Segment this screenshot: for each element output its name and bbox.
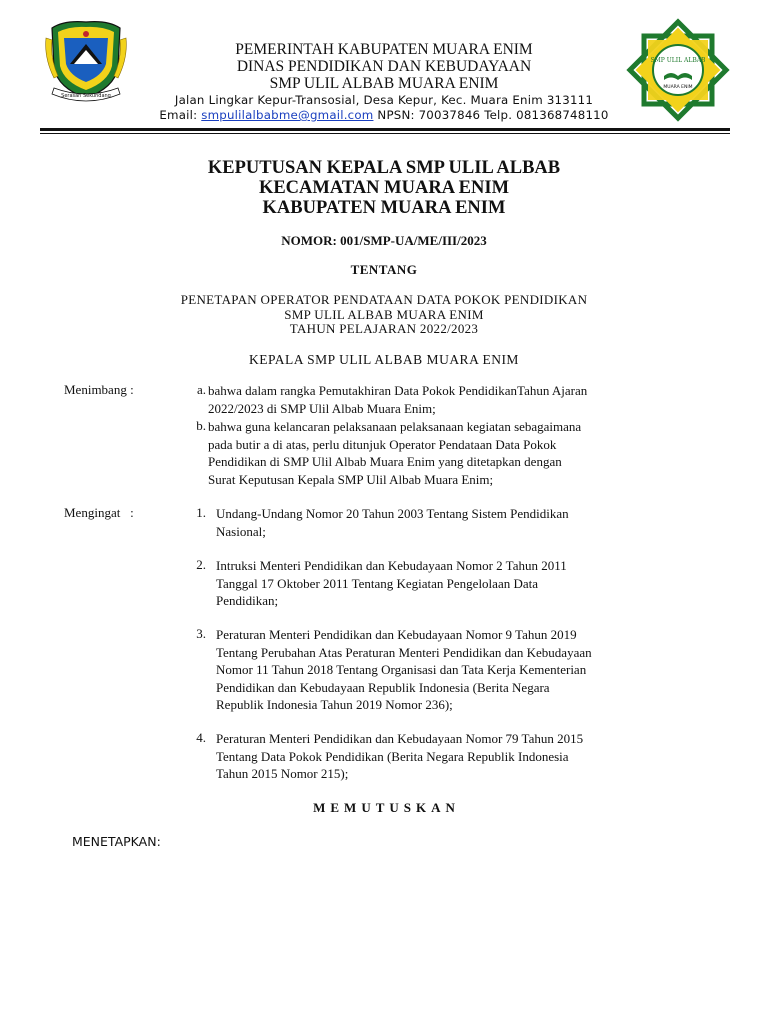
text-line: Pendidikan dan Kebudayaan Republik Indonesia (Berita Negara	[216, 679, 550, 695]
mengingat-item-4	[216, 730, 660, 783]
subject-line-3: TAHUN PELAJARAN 2022/2023	[289, 321, 479, 336]
emblem-text: SMP ULIL ALBAB	[650, 57, 706, 64]
tentang-heading: TENTANG	[350, 262, 418, 277]
email-link[interactable]: smpulilalbabme@gmail.com	[201, 108, 374, 122]
menimbang-label: Menimbang :	[64, 382, 134, 397]
text-line: 2022/2023 di SMP Ulil Albab Muara Enim;	[208, 400, 436, 416]
text-line: Nasional;	[216, 523, 266, 539]
subject-line-2: SMP ULIL ALBAB MUARA ENIM	[284, 306, 484, 322]
npsn-phone: NPSN: 70037846 Telp. 081368748110	[377, 108, 609, 122]
text-line: Peraturan Menteri Pendidikan dan Kebudayaan Nomor 79 Tahun 2015	[216, 731, 584, 746]
text-line: Tanggal 17 Oktober 2011 Tentang Kegiatan Pengelolaan Data	[216, 575, 538, 591]
mengingat-label: Mengingat :	[64, 505, 134, 520]
decree-title-line-3: KABUPATEN MUARA ENIM	[262, 198, 506, 218]
menimbang-mark-a: a.	[196, 382, 206, 397]
letterhead-line-3: SMP ULIL ALBAB MUARA ENIM	[269, 75, 499, 92]
text-line: Pendidikan;	[216, 593, 279, 609]
text-line: Pendidikan di SMP Ulil Albab Muara Enim yang ditetapkan dengan	[208, 454, 562, 470]
text-line: Surat Keputusan Kepala SMP Ulil Albab Muara Enim;	[208, 471, 494, 487]
menimbang-mark-b: b.	[196, 418, 206, 433]
mengingat-mark-1: 1.	[196, 505, 206, 520]
text-line: Tentang Perubahan Atas Peraturan Menteri Pendidikan dan Kebudayaan	[216, 644, 592, 660]
decree-title-line-2: KECAMATAN MUARA ENIM	[258, 178, 510, 198]
menetapkan-label: MENETAPKAN:	[72, 834, 161, 849]
text-line: Tahun 2015 Nomor 215);	[216, 766, 349, 782]
text-line: Republik Indonesia Tahun 2019 Nomor 236);	[216, 697, 453, 713]
mengingat-mark-3: 3.	[196, 626, 206, 641]
menimbang-item-b	[208, 418, 660, 488]
text-line: Nomor 11 Tahun 2018 Tentang Organisasi dan Tata Kerja Kementerian	[216, 662, 587, 678]
text-line: bahwa dalam rangka Pemutakhiran Data Pokok PendidikanTahun Ajaran	[208, 383, 588, 398]
letterhead-line-1: PEMERINTAH KABUPATEN MUARA ENIM	[235, 41, 533, 58]
mengingat-item-2	[216, 557, 660, 610]
subject-line-1: PENETAPAN OPERATOR PENDATAAN DATA POKOK PENDIDIKAN	[180, 292, 588, 307]
crest-motto: Serasan Sekundang	[61, 93, 111, 99]
mengingat-mark-4: 4.	[196, 730, 206, 745]
memutuskan-heading: MEMUTUSKAN	[313, 800, 460, 815]
letterhead-rule-thick	[40, 128, 730, 131]
mengingat-item-3	[216, 626, 660, 714]
text-line: pada butir a di atas, perlu ditunjuk Operator Pendataan Data Pokok	[208, 436, 557, 452]
mengingat-item-1	[216, 505, 660, 540]
letterhead-line-2: DINAS PENDIDIKAN DAN KEBUDAYAAN	[236, 58, 532, 75]
decree-title-line-1: KEPUTUSAN KEPALA SMP ULIL ALBAB	[207, 158, 561, 178]
emblem-subtext: MUARA ENIM	[663, 85, 693, 90]
menimbang-item-a	[208, 382, 660, 417]
official-heading: KEPALA SMP ULIL ALBAB MUARA ENIM	[249, 352, 519, 367]
text-line: Peraturan Menteri Pendidikan dan Kebudayaan Nomor 9 Tahun 2019	[216, 627, 577, 642]
text-line: Intruksi Menteri Pendidikan dan Kebudayaan Nomor 2 Tahun 2011	[216, 558, 567, 573]
letterhead-address: Jalan Lingkar Kepur-Transosial, Desa Kepur, Kec. Muara Enim 313111	[174, 93, 594, 107]
letterhead-contact	[100, 108, 668, 123]
text-line: bahwa guna kelancaran pelaksanaan pelaksanaan kegiatan sebagaimana	[208, 419, 582, 434]
email-label: Email:	[159, 108, 198, 122]
decree-number: NOMOR: 001/SMP-UA/ME/III/2023	[281, 233, 487, 248]
text-line: Undang-Undang Nomor 20 Tahun 2003 Tentang Sistem Pendidikan	[216, 506, 569, 521]
mengingat-mark-2: 2.	[196, 557, 206, 572]
letterhead-rule-thin	[40, 133, 730, 134]
text-line: Tentang Data Pokok Pendidikan (Berita Negara Republik Indonesia	[216, 748, 569, 764]
